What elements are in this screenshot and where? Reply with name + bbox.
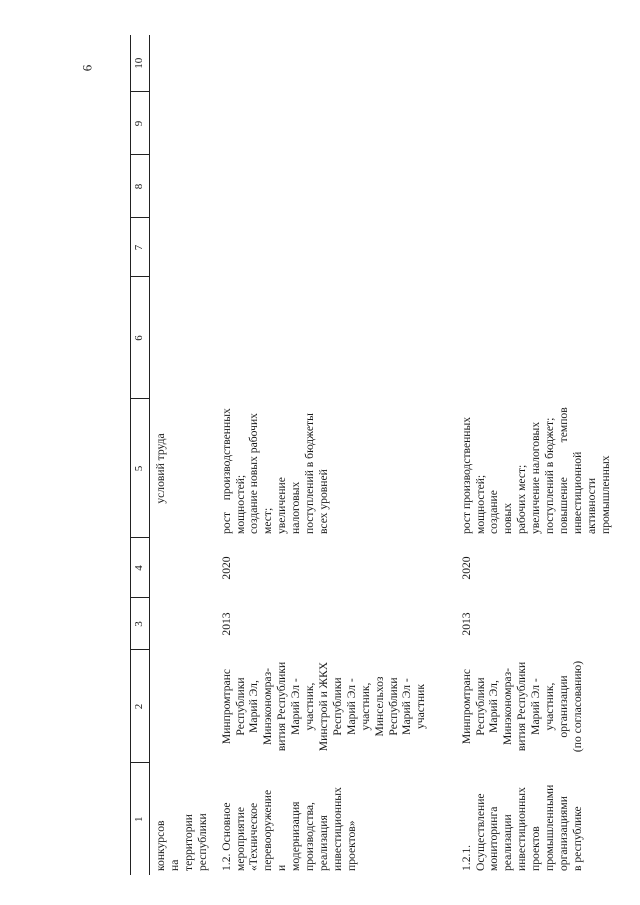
empty-cell	[456, 92, 619, 155]
empty-cell	[150, 277, 216, 399]
empty-cell	[216, 218, 456, 277]
table-row	[150, 35, 216, 875]
end-year-cell	[150, 538, 216, 598]
empty-cell	[150, 92, 216, 155]
column-header: 10	[131, 35, 150, 92]
table-row	[216, 35, 456, 875]
empty-cell	[150, 155, 216, 218]
column-header: 7	[131, 218, 150, 277]
start-year-cell	[150, 598, 216, 650]
empty-cell	[150, 218, 216, 277]
column-header: 1	[131, 763, 150, 875]
empty-cell	[456, 35, 619, 92]
program-table-sheet	[130, 35, 612, 875]
empty-cell	[216, 155, 456, 218]
column-header: 3	[131, 598, 150, 650]
table-header-row	[131, 35, 150, 875]
empty-cell	[456, 155, 619, 218]
empty-cell	[456, 277, 619, 399]
empty-cell	[216, 92, 456, 155]
start-year-cell: 2013	[219, 612, 233, 636]
table-row	[456, 35, 619, 875]
end-year-cell: 2020	[219, 556, 233, 580]
expected-result-cell: условий труда	[154, 433, 167, 504]
empty-cell	[216, 277, 456, 399]
column-header: 2	[131, 650, 150, 763]
column-header: 4	[131, 538, 150, 598]
column-header: 5	[131, 399, 150, 538]
executor-cell: Минпромтранс Республики Марий Эл, Минэкономраз- вития Республики Марий Эл - участник, организации (по согласованию)	[459, 660, 584, 753]
empty-cell	[456, 218, 619, 277]
empty-cell	[216, 35, 456, 92]
page-number: 6	[79, 64, 95, 72]
empty-cell	[150, 35, 216, 92]
column-header: 8	[131, 155, 150, 218]
expected-result-cell: рост производственных мощностей; создание новых рабочих мест; увеличение налоговых поступлений в бюджеты всех уровней	[219, 408, 330, 534]
expected-result-cell: рост производственных мощностей; создание новых рабочих мест; увеличение налоговых поступлений в бюджет; повышение темпов инвестиционной активности промышленных	[459, 407, 612, 534]
event-name-cell: 1.2.1. Осуществление мониторинга реализации инвестиционных проектов промышленными организациями в республике	[459, 784, 584, 871]
program-table	[130, 35, 619, 875]
start-year-cell: 2013	[459, 612, 473, 636]
column-header: 9	[131, 92, 150, 155]
column-header: 6	[131, 277, 150, 399]
event-name-cell: конкурсов на территории республики	[154, 813, 209, 871]
end-year-cell: 2020	[459, 556, 473, 580]
executor-cell: Минпромтранс Республики Марий Эл, Минэкономраз- вития Республики Марий Эл - участник, Минстрой и ЖКХ Республики Марий Эл - участник, Минсельхоз Республики Марий Эл - участник	[219, 661, 428, 752]
executor-cell	[150, 650, 216, 763]
event-name-cell: 1.2. Основное мероприятие «Техническое перевооружение и модернизация производства, реализация инвестиционных проектов»	[219, 787, 358, 871]
